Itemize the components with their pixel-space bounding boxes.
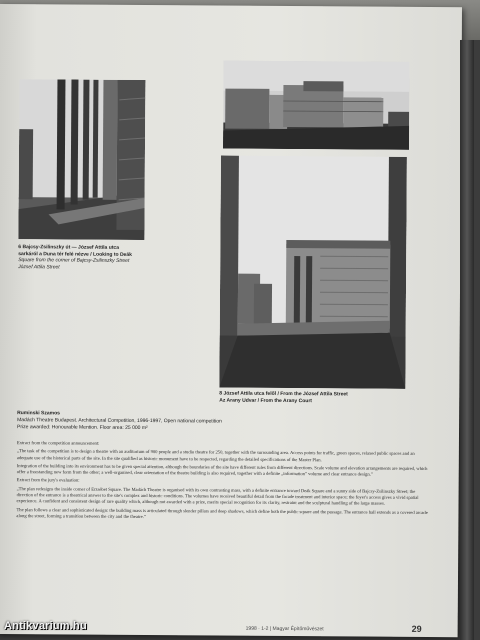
paragraph: Extract from the jury's evaluation:: [16, 477, 80, 484]
paragraph: Extract from the competition announcement:: [16, 440, 100, 446]
watermark-text: Antikvarium.hu: [4, 620, 87, 632]
caption-line: Az Arany Udvar / From the Arany Court: [219, 397, 312, 404]
magazine-page: [0, 4, 462, 637]
magazine-page-edge: [460, 40, 474, 640]
paragraph: „The task of the competition is to design a theatre with an auditorium of 900 people and a studio theatre for 250, together with the surrounding area. Access points for traffic, green spaces, relaxed public spaces and an adequate use of the historical parts of the site. In the site qualified as historic monument have to be respected, regarding the detailed specifications of the Master Plan.: [16, 448, 415, 462]
credits-line: Madách Theatre Budapest. Architectural Competition, 1996-1997, Open national competition: [17, 417, 222, 425]
page-number: 29: [411, 623, 422, 634]
caption-line: József Attila Street: [18, 263, 60, 270]
caption-title: 6 Bajcsy-Zsilinszky út — József Attila utca: [18, 244, 120, 251]
paragraph: The plan follows a clear and sophisticated design: the building mass is articulated through slender pillars and deep shadows, which define both the public square and the passage. The entrance hall extends as a covered arcade along the street, forming a transition between the city and the theatre.”: [16, 506, 428, 519]
photo-colonnade: [18, 79, 145, 240]
caption-line: Square from the corner of Bajcsy-Zsilinszky Street: [18, 257, 130, 264]
paragraph: „The plan redesigns the inside corner of Erzsébet Square. The Madách Theatre is organised with its own contrasting mass, with a definite entrance toward Deák Square and a sunny side of Bajcsy-Zsilinszky Street; the direction of the entrance is a theatrical answer to the site's complex and historic conditions. The volumes have received beautiful detail from the facade treatment and interior space; the foyer's access gives a vivid spatial experience. A confident and consistent design of rare quality which, although not awarded with a prize, merits special recognition for its clarity, restraint and the sculptural handling of the large masses.: [16, 485, 419, 507]
caption-line: 8 József Attila utca felől / From the József Attila Street: [219, 390, 348, 398]
article-body: [16, 440, 429, 524]
caption-photo-courtyard: [219, 391, 409, 405]
credits-title: Ruminski Szamos: [17, 410, 60, 417]
caption-line: sarkáról a Duna tér felé nézve / Looking to Deák: [18, 250, 132, 258]
caption-photo-colonnade: [18, 244, 148, 271]
photo-courtyard: [219, 156, 407, 389]
running-footer: 1998 · 1-2 | Magyar Építőművészet: [245, 625, 324, 633]
paragraph: Integration of the building into its environment has to be given special attention, although the boundaries of the site have different rules from different directions. Scale volume and elevation arrangements are required, which offer a freestanding new form from the other; a well-organised, clear orientation of the theatre building is also required, together with a definite „information” volume and clear entrance design.”: [16, 463, 428, 477]
project-credits: [17, 410, 222, 432]
photo-building-elevation: [223, 61, 410, 150]
credits-line: Prize awarded: Honourable Mention. Floor area: 25 000 m²: [17, 424, 148, 432]
